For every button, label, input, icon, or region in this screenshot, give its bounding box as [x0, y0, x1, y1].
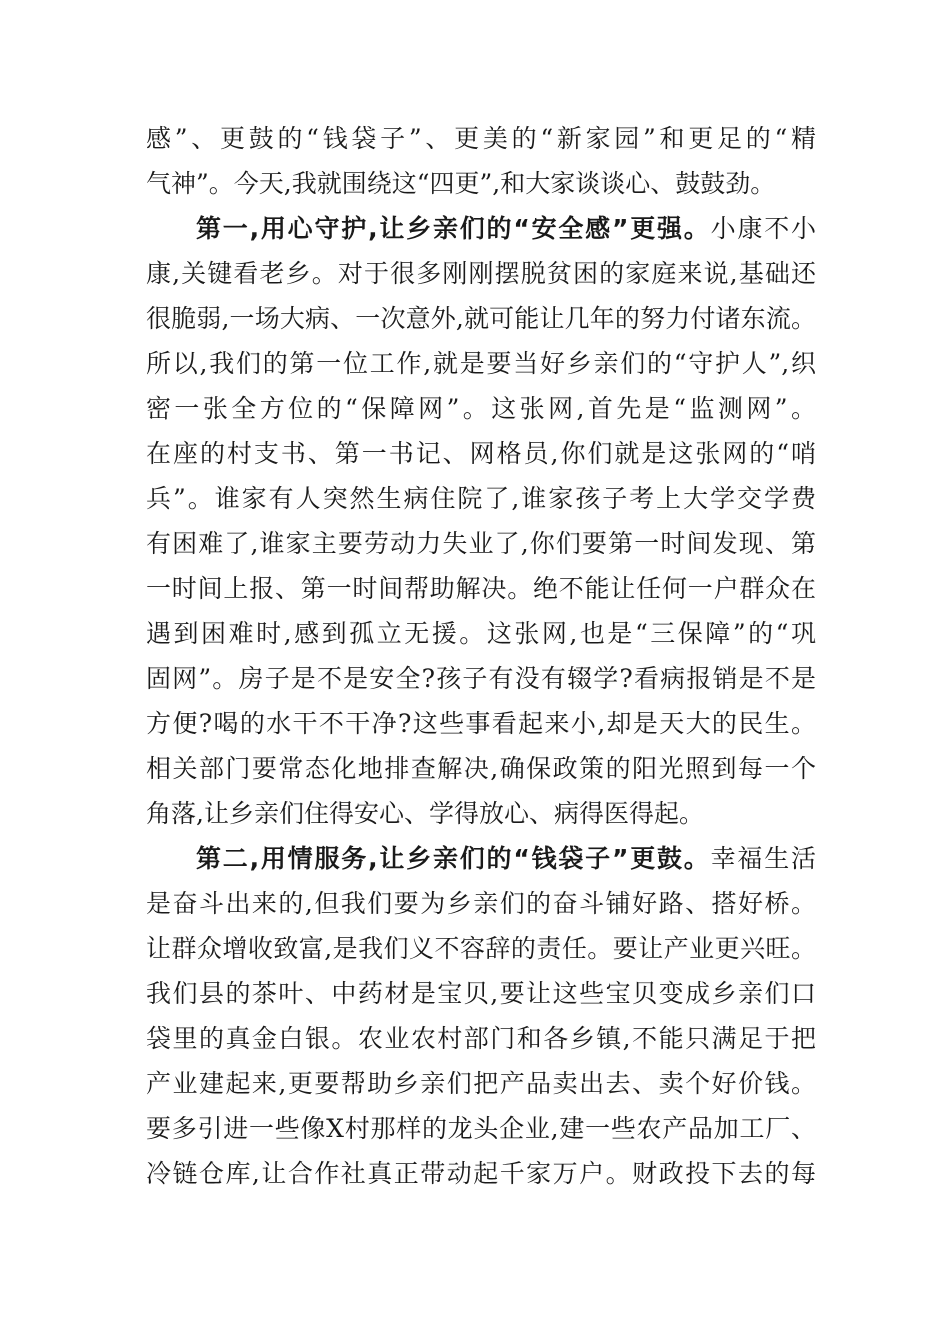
- text-line: 兵”。谁家有人突然生病住院了,谁家孩子考上大学交学费: [146, 484, 816, 513]
- text-line: 冷链仓库,让合作社真正带动起千家万户。财政投下去的每: [146, 1159, 816, 1188]
- text-line: 我们县的茶叶、中药材是宝贝,要让这些宝贝变成乡亲们口: [146, 979, 816, 1008]
- text-line: 遇到困难时,感到孤立无援。这张网,也是“三保障”的“巩: [146, 619, 816, 648]
- text-line: 在座的村支书、第一书记、网格员,你们就是这张网的“哨: [146, 439, 816, 468]
- text-line: 产业建起来,更要帮助乡亲们把产品卖出去、卖个好价钱。: [146, 1069, 816, 1098]
- text-line: 角落,让乡亲们住得安心、学得放心、病得医得起。: [146, 799, 704, 828]
- paragraph-2-lead: 幸福生活: [710, 844, 816, 873]
- paragraph-2-heading: 第二,用情服务,让乡亲们的“钱袋子”更鼓。: [196, 844, 711, 873]
- text-line: 要多引进一些像X村那样的龙头企业,建一些农产品加工厂、: [146, 1114, 816, 1143]
- paragraph-2-first-line: [196, 844, 816, 874]
- text-line: 所以,我们的第一位工作,就是要当好乡亲们的“守护人”,织: [146, 349, 816, 378]
- text-line: 相关部门要常态化地排查解决,确保政策的阳光照到每一个: [146, 754, 816, 783]
- text-line: 密一张全方位的“保障网”。这张网,首先是“监测网”。: [146, 394, 816, 423]
- text-line: 让群众增收致富,是我们义不容辞的责任。要让产业更兴旺。: [146, 934, 816, 963]
- text-line: 有困难了,谁家主要劳动力失业了,你们要第一时间发现、第: [146, 529, 816, 558]
- text-line: 袋里的真金白银。农业农村部门和各乡镇,不能只满足于把: [146, 1024, 816, 1053]
- text-line: 气神”。今天,我就围绕这“四更”,和大家谈谈心、鼓鼓劲。: [146, 169, 776, 198]
- paragraph-1-first-line: [196, 214, 816, 244]
- paragraph-1-heading: 第一,用心守护,让乡亲们的“安全感”更强。: [196, 214, 711, 243]
- text-line: 是奋斗出来的,但我们要为乡亲们的奋斗铺好路、搭好桥。: [146, 889, 816, 918]
- text-line: 很脆弱,一场大病、一次意外,就可能让几年的努力付诸东流。: [146, 304, 816, 333]
- text-line: 固网”。房子是不是安全?孩子有没有辍学?看病报销是不是: [146, 664, 816, 693]
- text-line: 一时间上报、第一时间帮助解决。绝不能让任何一户群众在: [146, 574, 816, 603]
- text-line: 方便?喝的水干不干净?这些事看起来小,却是天大的民生。: [146, 709, 816, 738]
- paragraph-1-lead: 小康不小: [710, 214, 816, 243]
- text-line: 康,关键看老乡。对于很多刚刚摆脱贫困的家庭来说,基础还: [146, 259, 816, 288]
- text-line: 感”、更鼓的“钱袋子”、更美的“新家园”和更足的“精: [146, 124, 816, 153]
